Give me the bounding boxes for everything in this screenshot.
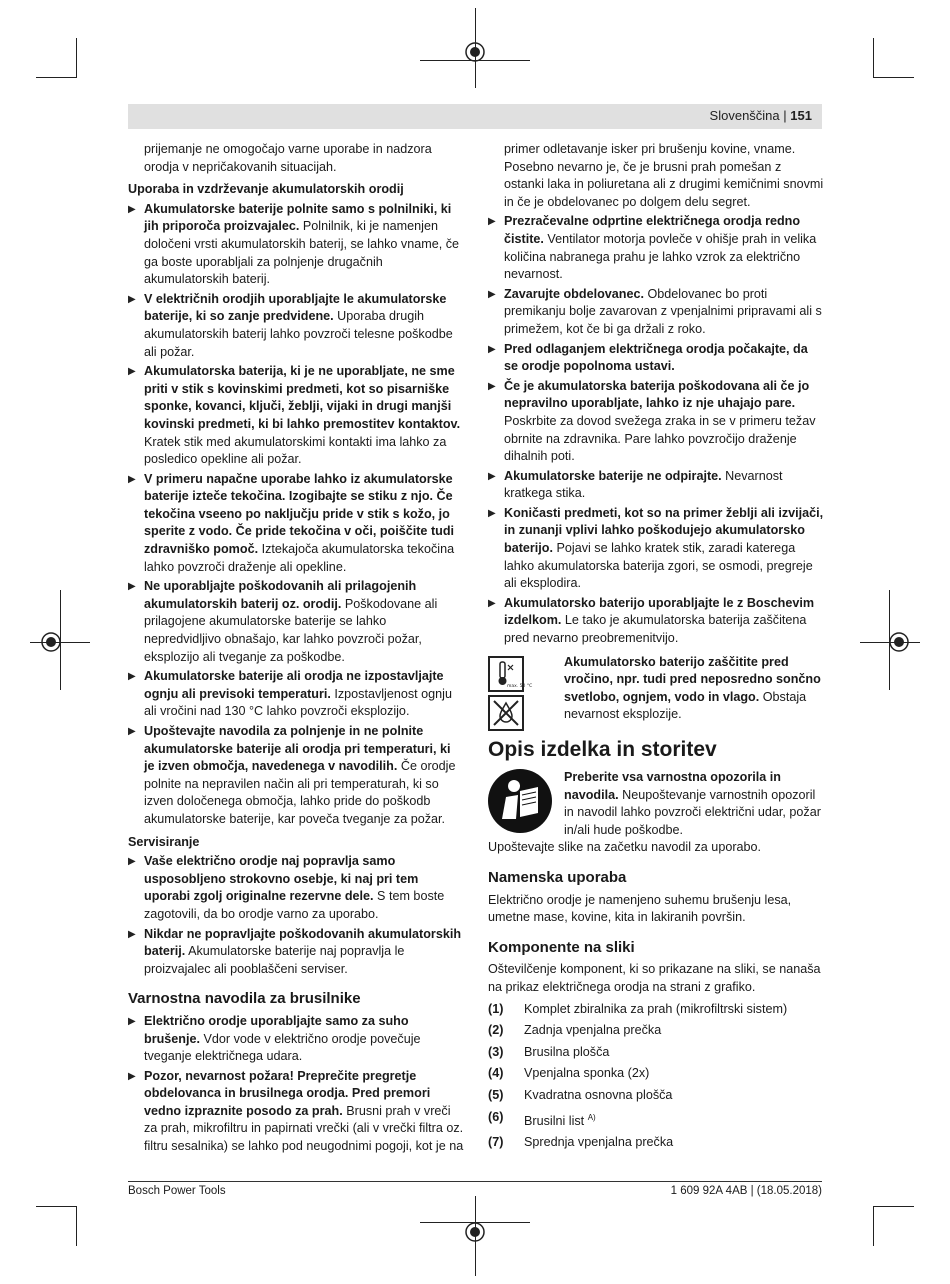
left-column [128, 141, 464, 1156]
intro-continuation: prijemanje ne omogočajo varne uporabe in nadzora orodja v nepričakovanih situacijah. [144, 142, 432, 174]
bullet-item: ▶ Akumulatorska baterija, ki je ne uporabljate, ne sme priti v stik s kovinskimi predmeti, kot so pisarniške sponke, kovanci, ključi, žeblji, vijaki in drugi manjši kovinski predmeti, ki bi lahko premostitev kontaktov. Kratek stik med akumulatorskimi kontakti ima lahko za posledico opekline ali požar. [128, 363, 464, 469]
right-continuation: primer odletavanje isker pri brušenju kovine, vname. Posebno nevarno je, če je brusni prah pomešan z ostanki laka in poliuretana ali z drugimi kemičnimi snovmi in če je obdelovanec po dolgem delu segret. [504, 142, 824, 209]
bullet-item: ▶ Koničasti predmeti, kot so na primer žeblji ali izvijači, in zunanji vplivi lahko poškodujejo akumulatorsko baterijo. Pojavi se lahko kratek stik, zaradi katerega lahko akumulatorska baterija zgori, se osmodi, pregreje ali eksplodira. [488, 505, 824, 593]
component-item: (5) Kvadratna osnovna plošča [488, 1087, 673, 1102]
bullet-item: ▶ Če je akumulatorska baterija poškodovana ali če jo nepravilno uporabljate, lahko iz nje uhajajo pare. Poskrbite za dovod svežega zraka in se v primeru težav obrnite na zdravnika. Pare lahko povzročijo draženje dihalnih poti. [488, 378, 824, 466]
footer-brand: Bosch Power Tools [128, 1185, 226, 1197]
svg-text:max. 50 °C: max. 50 °C [507, 683, 533, 689]
read-manual-block [488, 769, 824, 839]
figures-note: Upoštevajte slike na začetku navodil za uporabo. [488, 840, 762, 855]
bullet-item: ▶ Akumulatorske baterije ne odpirajte. Nevarnost kratkega stika. [488, 468, 824, 503]
registration-mark-icon [464, 1221, 486, 1243]
crop-mark [36, 1206, 76, 1207]
page-header [128, 104, 822, 129]
registration-mark-icon [888, 631, 910, 653]
read-warning-text: Neupoštevanje varnostnih opozoril in navodil lahko povzroči električni udar, požar in/ali hude poškodbe. [564, 787, 821, 837]
bullet-item: ▶ Nikdar ne popravljajte poškodovanih akumulatorskih baterij. Akumulatorske baterije naj popravlja le proizvajalec ali pooblaščeni serviser. [128, 926, 464, 979]
footer-doc-number: 1 609 92A 4AB | (18.05.2018) [670, 1185, 822, 1197]
bullet-item: ▶ Pozor, nevarnost požara! Preprečite pregretje obdelovanca in brusilnega orodja. Pred premori vedno izpraznite posodo za prah. Brusni prah v vreči za prah, mikrofiltru in papirnati vrečki (ali v vrečki filtra oz. filtru sesalnika) se lahko pod neugodnimi pogoji, kot je na [128, 1068, 464, 1156]
bullet-item: ▶ V električnih orodjih uporabljajte le akumulatorske baterije, ki so zanje predvidene. Uporaba drugih akumulatorskih baterij lahko povzroči telesne poškodbe ali požar. [128, 291, 464, 361]
bullet-item: ▶ Ne uporabljajte poškodovanih ali prilagojenih akumulatorskih baterij oz. orodij. Poškodovane ali prilagojene akumulatorske baterije se lahko nepredvidljivo obnašajo, kar lahko povzroči požar, eksplozijo ali tveganje za poškodbe. [128, 578, 464, 666]
no-water-icon [488, 695, 524, 731]
header-text [710, 108, 812, 123]
heat-warning-bold: Akumulatorsko baterijo zaščitite pred vročino, npr. tudi pred neposredno sončno svetlobo, ognjem, vodo in vlago. [564, 654, 821, 704]
heat-warning-icons [488, 656, 533, 734]
component-item: (7) Sprednja vpenjalna prečka [488, 1135, 674, 1150]
sander-safety-heading: Varnostna navodila za brusilnike [128, 990, 361, 1008]
page-number: 151 [790, 108, 812, 123]
crop-mark [36, 77, 76, 78]
header-language: Slovenščina [709, 108, 780, 123]
component-item: (4) Vpenjalna sponka (2x) [488, 1066, 650, 1081]
service-heading: Servisiranje [128, 834, 200, 849]
right-column [488, 141, 824, 1152]
product-description-heading: Opis izdelka in storitev [488, 738, 717, 761]
footer-divider [128, 1181, 822, 1182]
battery-use-heading: Uporaba in vzdrževanje akumulatorskih orodij [128, 182, 404, 197]
footnote-marker: A) [587, 1112, 596, 1122]
max-temperature-icon [488, 656, 533, 692]
read-warning-bold: Preberite vsa varnostna opozorila in navodila. [564, 770, 781, 802]
crop-mark [874, 77, 914, 78]
registration-mark-icon [40, 631, 62, 653]
bullet-item: ▶ V primeru napačne uporabe lahko iz akumulatorske baterije izteče tekočina. Izogibajte se stiku z njo. Če tekočina vseeno po naključju pride v stik s kožo, jo sperite z vodo. Če pride tekočina v oči, poiščite tudi zdravniško pomoč. Iztekajoča akumulatorska tekočina lahko povzroči draženje ali opekline. [128, 471, 464, 577]
bullet-item: ▶ Akumulatorske baterije ali orodja ne izpostavljajte ognju ali previsoki temperaturi. Izpostavljenost ognju ali vročini nad 130 °C lahko povzroči eksplozijo. [128, 668, 464, 721]
bullet-item: ▶ Električno orodje uporabljajte samo za suho brušenje. Vdor vode v električno orodje povečuje tveganje električnega udara. [128, 1013, 464, 1066]
component-item: (1) Komplet zbiralnika za prah (mikrofiltrski sistem) [488, 1001, 788, 1016]
crop-mark [873, 1206, 874, 1246]
component-item: (3) Brusilna plošča [488, 1044, 610, 1059]
crop-mark [76, 38, 77, 78]
crop-mark [76, 1206, 77, 1246]
header-separator: | [783, 108, 787, 123]
registration-mark-icon [464, 41, 486, 63]
intended-use-text: Električno orodje je namenjeno suhemu brušenju lesa, umetne mase, kovine, kita in lakiranih površin. [488, 892, 792, 925]
bullet-item: ▶ Pred odlaganjem električnega orodja počakajte, da se orodje popolnoma ustavi. [488, 341, 824, 376]
component-item: (6) Brusilni list $^{A)}$ [488, 1109, 596, 1128]
component-item: (2) Zadnja vpenjalna prečka [488, 1023, 662, 1038]
bullet-item: ▶ Prezračevalne odprtine električnega orodja redno čistite. Ventilator motorja povleče v ohišje prah in velika količina nabranega prahu je lahko vzrok za električno nevarnost. [488, 213, 824, 283]
crop-mark [874, 1206, 914, 1207]
bullet-item: ▶ Akumulatorsko baterijo uporabljajte le z Boschevim izdelkom. Le tako je akumulatorska baterija zaščitena pred nevarno preobremenitvijo. [488, 595, 824, 648]
bullet-item: ▶ Akumulatorske baterije polnite samo s polnilniki, ki jih priporoča proizvajalec. Polnilnik, ki je namenjen določeni vrsti akumulatorskih baterij, se lahko vname, če ga boste uporabljali za polnjenje drugačnih akumulatorskih baterij. [128, 201, 464, 289]
bullet-item: ▶ Zavarujte obdelovanec. Obdelovanec bo proti premikanju bolje zavarovan z vpenjalnimi pripravami ali s primežem, kot če bi ga držali z roko. [488, 286, 824, 339]
crop-mark [873, 38, 874, 78]
read-manual-icon [488, 769, 552, 833]
bullet-item: ▶ Upoštevajte navodila za polnjenje in ne polnite akumulatorske baterije ali orodja pri temperaturi, ki je izven območja, navedenega v navodilih. Če orodje polnite na nepravilen način ali pri temperaturah, ki so izven določenega območja, lahko pride do poškodb akumulatorske baterije, kar poveča tveganje za požar. [128, 723, 464, 829]
components-heading: Komponente na sliki [488, 938, 635, 956]
components-text: Oštevilčenje komponent, ki so prikazane na sliki, se nanaša na prikaz električnega orodja na strani z grafiko. [488, 962, 821, 994]
heat-warning-block [488, 654, 824, 724]
intended-use-heading: Namenska uporaba [488, 868, 627, 886]
heat-warning-text: Obstaja nevarnost eksplozije. [564, 689, 807, 722]
bullet-item: ▶ Vaše električno orodje naj popravlja samo usposobljeno strokovno osebje, ki naj pri tem uporabi zgolj originalne rezervne dele. S tem boste zagotovili, da bo orodje varno za uporabo. [128, 853, 464, 923]
